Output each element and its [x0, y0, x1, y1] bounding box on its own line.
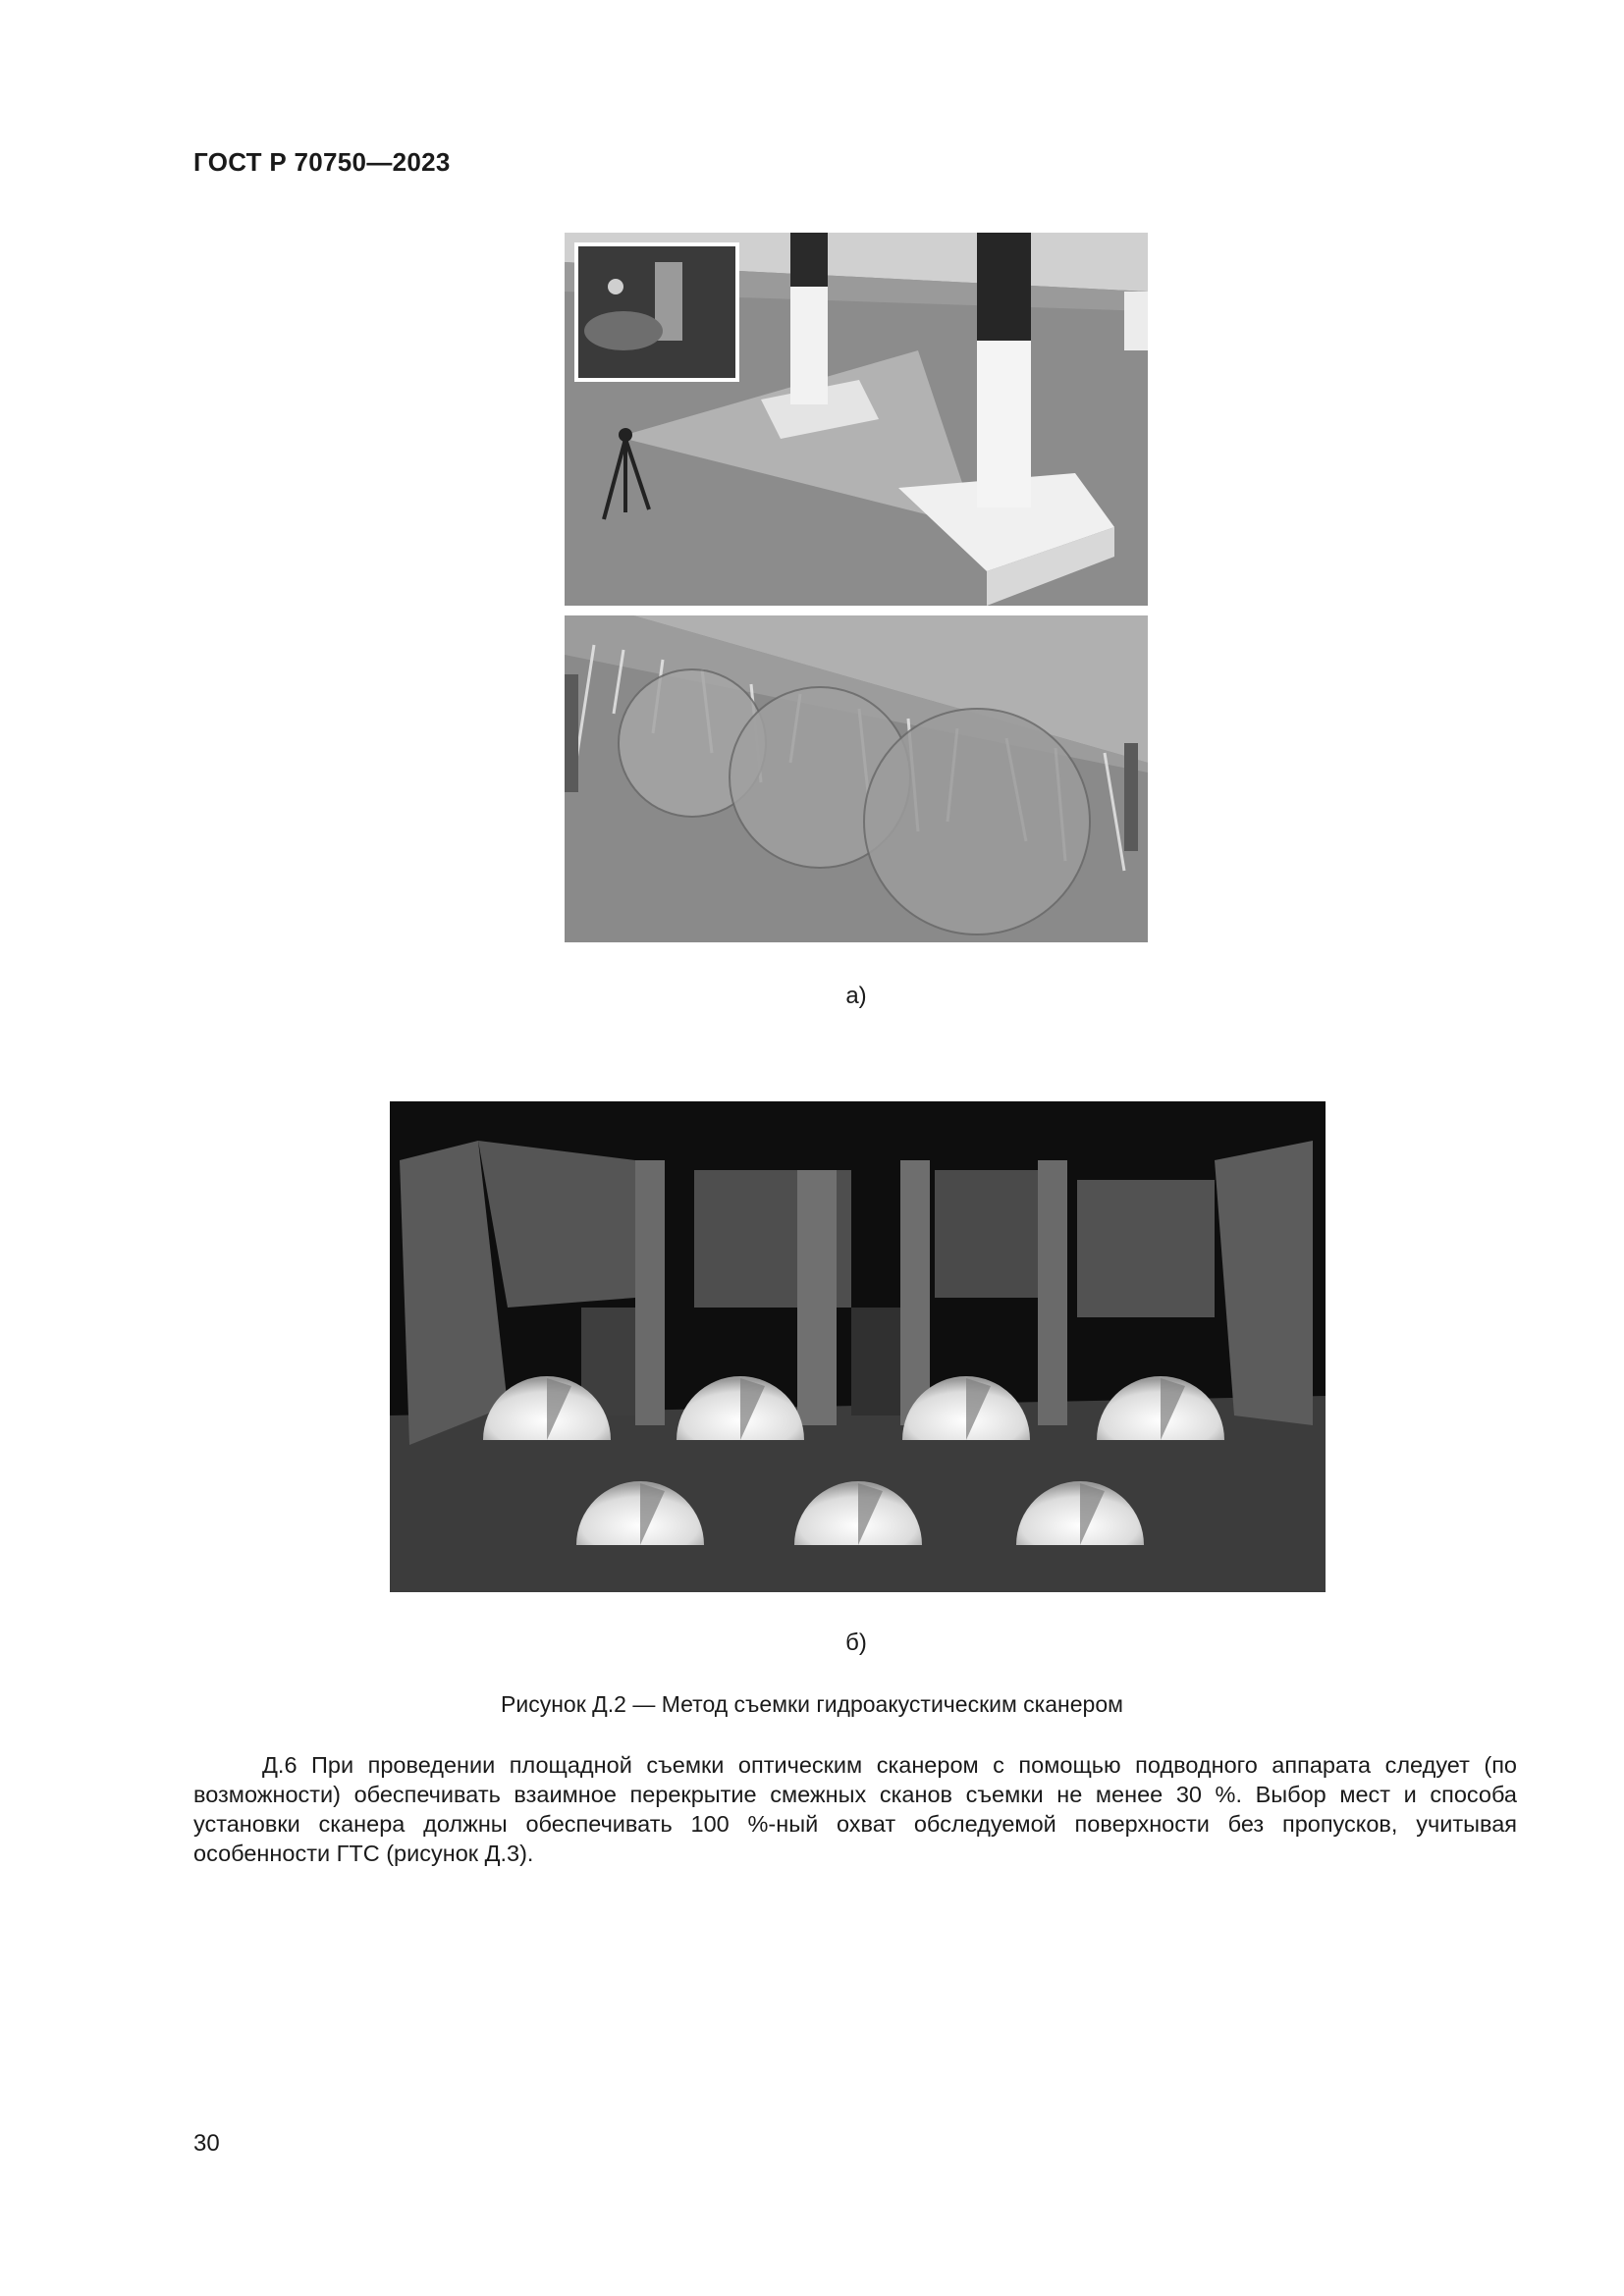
figure-b-point-cloud-hemispheres [390, 1101, 1326, 1592]
page-number: 30 [193, 2130, 220, 2157]
figure-a-scanner-render [565, 233, 1148, 606]
document-header-standard-id: ГОСТ Р 70750—2023 [193, 147, 451, 177]
figure-sublabel-b: б) [845, 1629, 867, 1656]
figure-a-scan-spheres-render [565, 615, 1148, 942]
figure-sublabel-a: а) [845, 983, 867, 1009]
body-paragraph-d6: Д.6 При проведении площадной съемки оптическим сканером с помощью подводного аппарата следует (по возможности) обеспечивать взаимное перекрытие смежных сканов съемки не менее 30 %. Выбор мест и способа установки сканера должны обеспечивать 100 %-ный охват обследуемой поверхности без пропусков, учитывая особенности ГТС (рисунок Д.3). [193, 1752, 1517, 1866]
figure-caption: Рисунок Д.2 — Метод съемки гидроакустическим сканером [501, 1691, 1123, 1717]
